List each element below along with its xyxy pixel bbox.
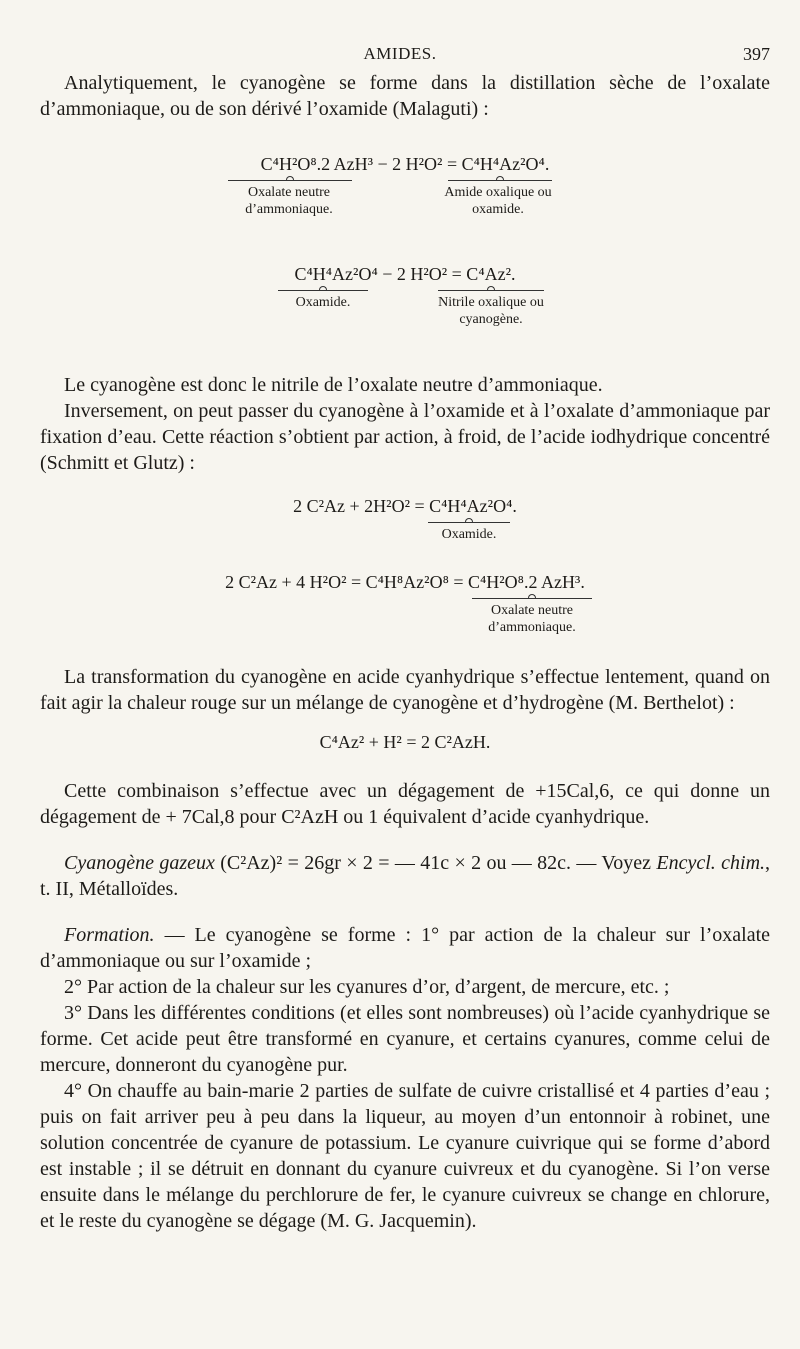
paragraph-conditions: 3° Dans les différentes conditions (et elles sont nombreuses) où l’acide cyanhydrique se forme. Cet acide peut être transformé en cyanure, et certains cyanures, comme celui de mercure, donneront du cyanogène pur. bbox=[40, 1002, 770, 1076]
brace-oxalate-2 bbox=[472, 598, 592, 599]
paragraph-transformation: La transformation du cyanogène en acide cyanhydrique s’effectue lentement, quand on fait agir la chaleur rouge sur un mélange de cyanogène et d’hydrogène (M. Berthelot) : bbox=[40, 666, 770, 714]
formation-title: Formation. bbox=[64, 924, 155, 946]
page-number: 397 bbox=[743, 44, 770, 64]
encyclopedia-ref: Encycl. chim. bbox=[656, 852, 766, 874]
note-oxalate-neutre: Oxalate neutre d’ammoniaque. bbox=[245, 185, 333, 217]
paragraph-cyanures-metaux: 2° Par action de la chaleur sur les cyanures d’or, d’argent, de mercure, etc. ; bbox=[64, 976, 670, 998]
equation-block-fixation bbox=[40, 494, 770, 556]
note-oxalate-2: Oxalate neutre d’ammoniaque. bbox=[488, 603, 576, 635]
brace-amide bbox=[448, 180, 552, 181]
note-oxamide-2: Oxamide. bbox=[441, 527, 497, 542]
brace-oxamide-2 bbox=[428, 522, 510, 523]
cyanogene-gazeux-title: Cyanogène gazeux bbox=[64, 852, 215, 874]
page-body bbox=[40, 70, 770, 1234]
formation-text: — Le cyanogène se forme : 1° par action de la chaleur sur l’oxalate d’ammoniaque ou sur l’oxamide ; bbox=[40, 924, 770, 972]
equation-fixation-oxamide: 2 C²Az + 2H²O² = C⁴H⁴Az²O⁴. bbox=[293, 496, 517, 516]
running-header bbox=[0, 44, 800, 70]
paragraph-formation bbox=[40, 922, 770, 974]
equation-block-oxamide bbox=[40, 262, 770, 360]
equation-block-oxalate-2 bbox=[40, 570, 770, 652]
note-oxamide: Oxamide. bbox=[295, 295, 351, 310]
brace-oxamide bbox=[278, 290, 368, 291]
paragraph-inversement: Inversement, on peut passer du cyanogène à l’oxamide et à l’oxalate d’ammoniaque par fixation d’eau. Cette réaction s’obtient par action, à froid, de l’acide iodhydrique concentré (Schmitt et Glutz) : bbox=[40, 400, 770, 474]
equation-oxamide: C⁴H⁴Az²O⁴ − 2 H²O² = C⁴Az². bbox=[294, 264, 516, 284]
paragraph-cyanogene-gazeux bbox=[40, 850, 770, 902]
cyanogene-gazeux-formula: (C²Az)² = 26gr × 2 = — 41c × 2 ou — 82c. — Voyez bbox=[220, 852, 652, 874]
note-amide-oxalique: Amide oxalique ou oxamide. bbox=[444, 185, 552, 217]
encyclopedia-ref-end: , t. II, Métalloïdes. bbox=[40, 852, 771, 900]
equation-hydrogen: C⁴Az² + H² = 2 C²AzH. bbox=[319, 732, 491, 752]
paragraph-distillation: Analytiquement, le cyanogène se forme dans la distillation sèche de l’oxalate d’ammoniaque, ou de son dérivé l’oxamide (Malaguti) : bbox=[40, 72, 770, 120]
paragraph-combinaison: Cette combinaison s’effectue avec un dégagement de +15Cal,6, ce qui donne un dégagement de + 7Cal,8 pour C²AzH ou 1 équivalent d’acide cyanhydrique. bbox=[40, 780, 770, 828]
paragraph-bain-marie: 4° On chauffe au bain-marie 2 parties de sulfate de cuivre cristallisé et 4 parties d’eau ; puis on fait arriver peu à peu dans la liqueur, au moyen d’un entonnoir à robinet, une solution concentrée de cyanure de potassium. Le cyanure cuivrique qui se forme d’abord est instable ; il se détruit en donnant du cyanure cuivreux et du cyanogène. Si l’on verse ensuite dans le mélange du perchlorure de fer, le cyanure cuivreux se change en chlorure, et le reste du cyanogène se dégage (M. G. Jacquemin). bbox=[40, 1080, 770, 1232]
equation-block-oxalate bbox=[40, 152, 770, 246]
brace-nitrile bbox=[438, 290, 544, 291]
equation-oxalate: C⁴H²O⁸.2 AzH³ − 2 H²O² = C⁴H⁴Az²O⁴. bbox=[260, 154, 550, 174]
paragraph-nitrile: Le cyanogène est donc le nitrile de l’oxalate neutre d’ammoniaque. bbox=[64, 374, 603, 396]
equation-fixation-oxalate: 2 C²Az + 4 H²O² = C⁴H⁸Az²O⁸ = C⁴H²O⁸.2 AzH³. bbox=[225, 572, 585, 592]
brace-oxalate bbox=[228, 180, 352, 181]
note-nitrile-oxalique: Nitrile oxalique ou cyanogène. bbox=[438, 295, 544, 327]
chapter-title: AMIDES. bbox=[363, 44, 437, 63]
